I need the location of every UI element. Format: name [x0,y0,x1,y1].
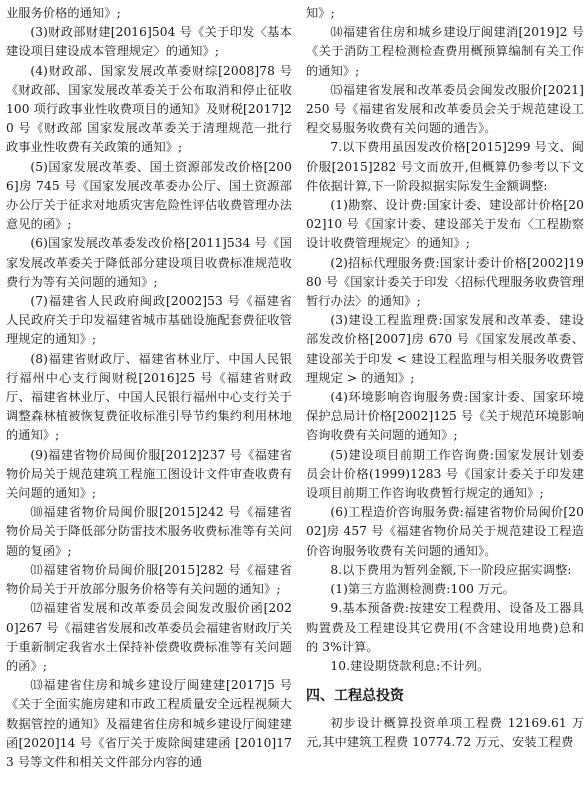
paragraph: ⑽福建省物价局闽价服[2015]242 号《福建省物价局关于降低部分防雷技术服务收费标准等有关问题的复函》; [6,505,292,558]
paragraph: ⒂福建省发展和改革委员会闽发改服价[2021]250 号《福建省发展和改革委员会关于规范建设工程交易服务收费有关问题的通告》。 [306,82,584,136]
paragraph: 7.以下费用虽因发改价格[2015]299 号文、闽价服[2015]282 号文而放开,但概算仍参考以下文件依据计算,下一阶段拟据实际发生金额调整: [306,140,584,193]
right-column [306,4,584,753]
paragraph: (5)建设项目前期工作咨询费:国家发展计划委员会计价格(1999)1283 号《国家计委关于印发建设项目前期工作咨询收费暂行规定的通知》; [306,447,584,501]
closing-paragraph: 初步设计概算投资单项工程费 12169.61 万元,其中建筑工程费 10774.72 万元、安装工程费 [306,716,584,750]
paragraph: (8)福建省财政厅、福建省林业厅、中国人民银行福州中心支行闽财税[2016]25 号《福建省财政厅、福建省林业厅、中国人民银行福州中心支行关于调整森林植被恢复费征收标准引导节约集约利用林地的通知》; [6,351,292,443]
paragraph: (4)环境影响咨询服务费:国家计委、国家环境保护总局计价格[2002]125 号《关于规范环境影响咨询收费有关问题的通知》; [306,390,584,443]
paragraph: 知》; [306,6,335,20]
paragraph: (2)招标代理服务费:国家计委计价格[2002]1980 号《国家计委关于印发〈招标代理服务收费管理暂行办法〉的通知》; [306,255,584,309]
left-column [6,4,292,772]
paragraph: 8.以下费用为暂列金额,下一阶段应据实调整: [330,562,572,577]
paragraph: 业服务价格的通知》; [6,6,121,20]
paragraph: ⑾福建省物价局闽价服[2015]282 号《福建省物价局关于开放部分服务价格等有关问题的通知》; [6,562,292,597]
section-heading: 四、工程总投资 [306,688,404,705]
paragraph: (7)福建省人民政府闽政[2002]53 号《福建省人民政府关于印发福建省城市基础设施配套费征收管理规定的通知》; [6,294,292,347]
paragraph: (6)国家发展改革委发改价格[2011]534 号《国家发展改革委关于降低部分建设项目收费标准规范收费行为等有关问题的通知》; [6,236,292,289]
paragraph: ⒁福建省住房和城乡建设厅闽建消[2019]2 号《关于消防工程检测检查费用概预算编制有关工作的通知》; [306,25,584,78]
paragraph: (3)财政部财建[2016]504 号《关于印发〈基本建设项目建设成本管理规定〉的通知》; [6,25,292,59]
paragraph: ⑿福建省发展和改革委员会闽发改服价函[2020]267 号《福建省发展和改革委员会福建省财政厅关于重新制定我省水土保持补偿费收费标准等有关问题的函》; [6,601,292,673]
paragraph: (4)财政部、国家发展改革委财综[2008]78 号《财政部、国家发展改革委关于公布取消和停止征收 100 项行政事业性收费项目的通知》及财税[2017]20 号《财政部 国家发展改革委关于清理规范一批行政事业性收费有关政策的通知》; [6,63,292,155]
paragraph: (5)国家发展改革委、国土资源部发改价格[2006]房 745 号《国家发展改革委办公厅、国土资源部办公厅关于征求对地质灾害危险性评估收费管理办法意见的函》; [6,159,292,232]
paragraph: (3)建设工程监理费:国家发展和改革委、建设部发改价格[2007]房 670 号《国家发展改革委、建设部关于印发 < 建设工程监理与相关服务收费管理规定 > 的通知》; [306,313,584,385]
paragraph: 9.基本预备费:按建安工程费用、设备及工器具购置费及工程建设其它费用(不含建设用地费)总和的 3%计算。 [306,601,584,654]
paragraph: (1)勘察、设计费:国家计委、建设部计价格[2002]10 号《国家计委、建设部关于发布〈工程勘察设计收费管理规定〉的通知》; [306,198,584,251]
paragraph: 10.建设期贷款利息:不计列。 [330,658,490,673]
paragraph: (1)第三方监测检测费:100 万元。 [330,582,515,597]
paragraph: (9)福建省物价局闽价服[2012]237 号《福建省物价局关于规范建筑工程施工图设计文件审查收费有关问题的通知》; [6,447,292,501]
paragraph: ⒀福建省住房和城乡建设厅闽建建[2017]5 号《关于全面实施房建和市政工程质量安全远程视频大数据管控的通知》及福建省住房和城乡建设厅闽建建函[2020]14 号《省厅关于废除闽建建函 [2010]173 号等文件和相关文件部分内容的通 [6,678,292,769]
paragraph: (6)工程造价咨询服务费:福建省物价局闽价[2002]房 457 号《福建省物价局关于规范建设工程造价咨询服务收费有关问题的通知》。 [306,505,584,558]
